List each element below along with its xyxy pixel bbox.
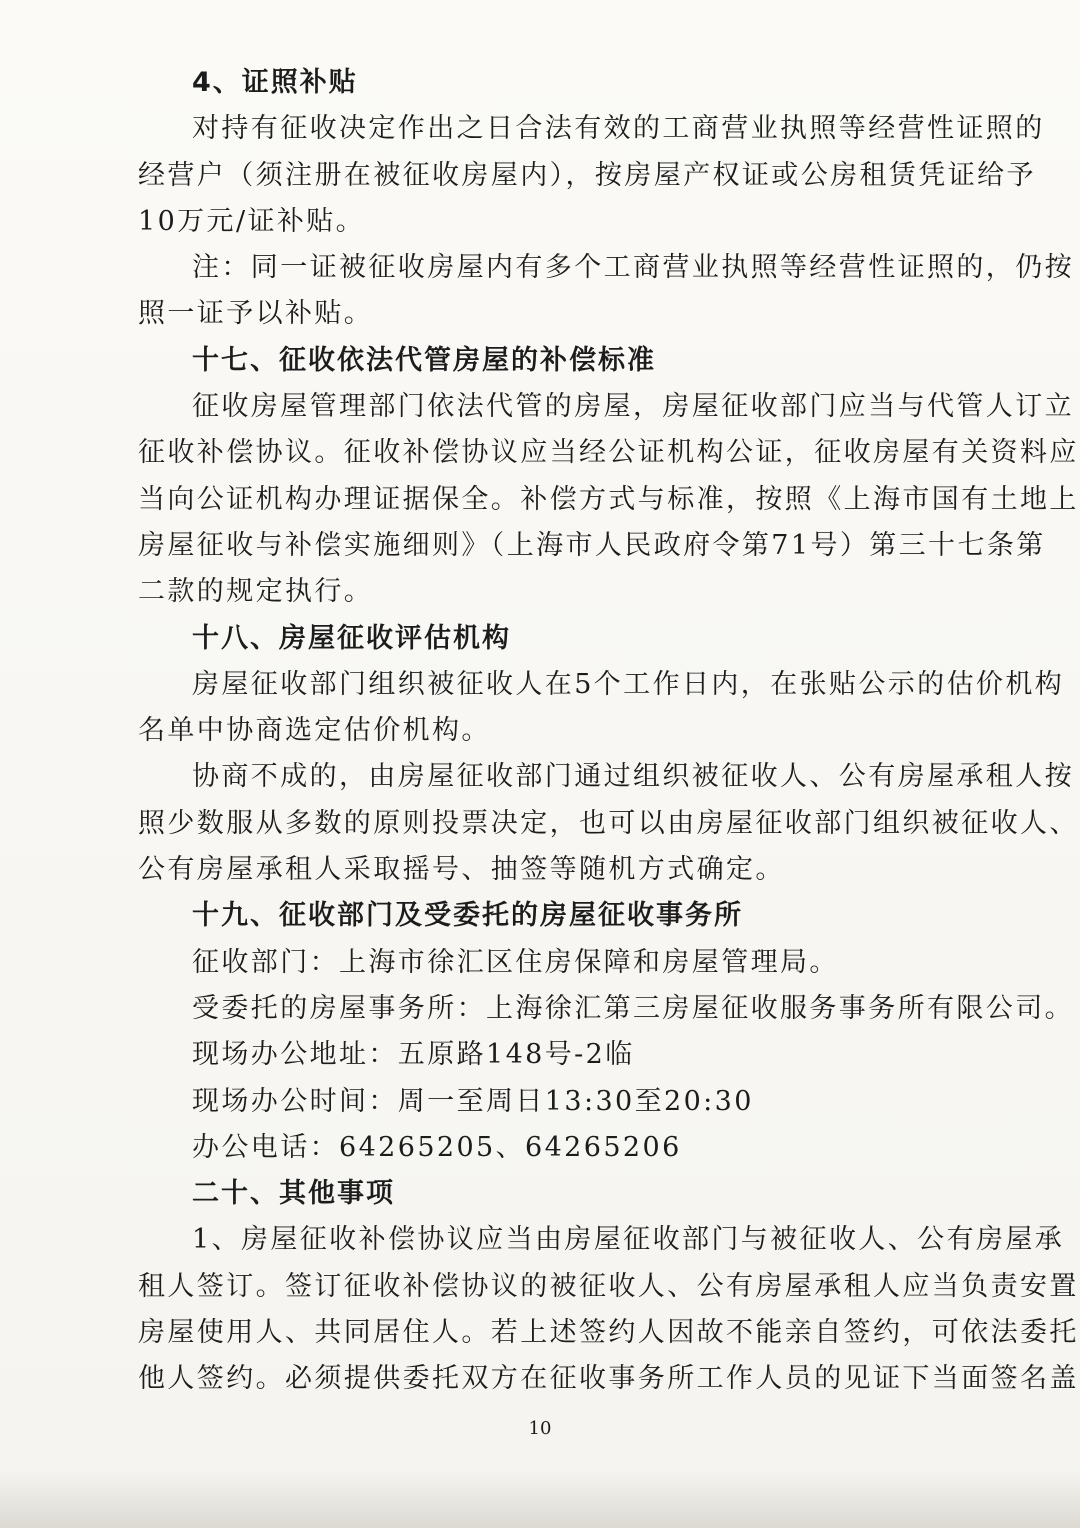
text-line: 他人签约。必须提供委托双方在征收事务所工作人员的见证下当面签名盖 <box>138 1363 1079 1395</box>
text-line: 公有房屋承租人采取摇号、抽签等随机方式确定。 <box>138 854 785 886</box>
text-line: 租人签订。签订征收补偿协议的被征收人、公有房屋承租人应当负责安置 <box>138 1270 1079 1302</box>
text-line: 征收补偿协议。征收补偿协议应当经公证机构公证，征收房屋有关资料应 <box>138 437 1079 469</box>
text-line: 现场办公时间：周一至周日13:30至20:30 <box>192 1085 754 1117</box>
section-heading: 十九、征收部门及受委托的房屋征收事务所 <box>192 900 743 932</box>
section-heading: 4、证照补贴 <box>192 67 358 98</box>
text-line: 征收房屋管理部门依法代管的房屋，房屋征收部门应当与代管人订立 <box>192 391 1074 423</box>
text-line: 协商不成的，由房屋征收部门通过组织被征收人、公有房屋承租人按 <box>192 761 1074 793</box>
text-line: 名单中协商选定估价机构。 <box>138 715 491 747</box>
text-line: 办公电话：64265205、64265206 <box>192 1131 682 1163</box>
section-heading: 二十、其他事项 <box>192 1178 395 1210</box>
text-line: 经营户（须注册在被征收房屋内），按房屋产权证或公房租赁凭证给予 <box>138 159 1036 191</box>
text-line: 受委托的房屋事务所：上海徐汇第三房屋征收服务事务所有限公司。 <box>192 992 1074 1024</box>
text-line: 1、房屋征收补偿协议应当由房屋征收部门与被征收人、公有房屋承 <box>192 1224 1065 1256</box>
section-heading: 十七、征收依法代管房屋的补偿标准 <box>192 344 656 376</box>
text-line: 当向公证机构办理证据保全。补偿方式与标准，按照《上海市国有土地上 <box>138 483 1079 515</box>
text-line: 二款的规定执行。 <box>138 576 374 608</box>
scan-shadow <box>0 1470 1080 1528</box>
text-line: 照少数服从多数的原则投票决定，也可以由房屋征收部门组织被征收人、 <box>138 807 1079 839</box>
section-heading: 十八、房屋征收评估机构 <box>192 622 511 654</box>
text-line: 现场办公地址：五原路148号-2临 <box>192 1039 635 1071</box>
page-number: 10 <box>528 1418 552 1439</box>
text-line: 对持有征收决定作出之日合法有效的工商营业执照等经营性证照的 <box>192 113 1045 145</box>
text-line: 征收部门：上海市徐汇区住房保障和房屋管理局。 <box>192 946 839 978</box>
text-line: 注：同一证被征收房屋内有多个工商营业执照等经营性证照的，仍按 <box>192 252 1074 284</box>
text-line: 房屋使用人、共同居住人。若上述签约人因故不能亲自签约，可依法委托 <box>138 1317 1079 1349</box>
text-line: 照一证予以补贴。 <box>138 298 374 330</box>
document-body <box>138 60 1079 1403</box>
text-line: 房屋征收部门组织被征收人在5个工作日内，在张贴公示的估价机构 <box>192 668 1065 700</box>
text-line: 10万元/证补贴。 <box>138 205 366 237</box>
text-line: 房屋征收与补偿实施细则》（上海市人民政府令第71号）第三十七条第 <box>138 529 1046 561</box>
